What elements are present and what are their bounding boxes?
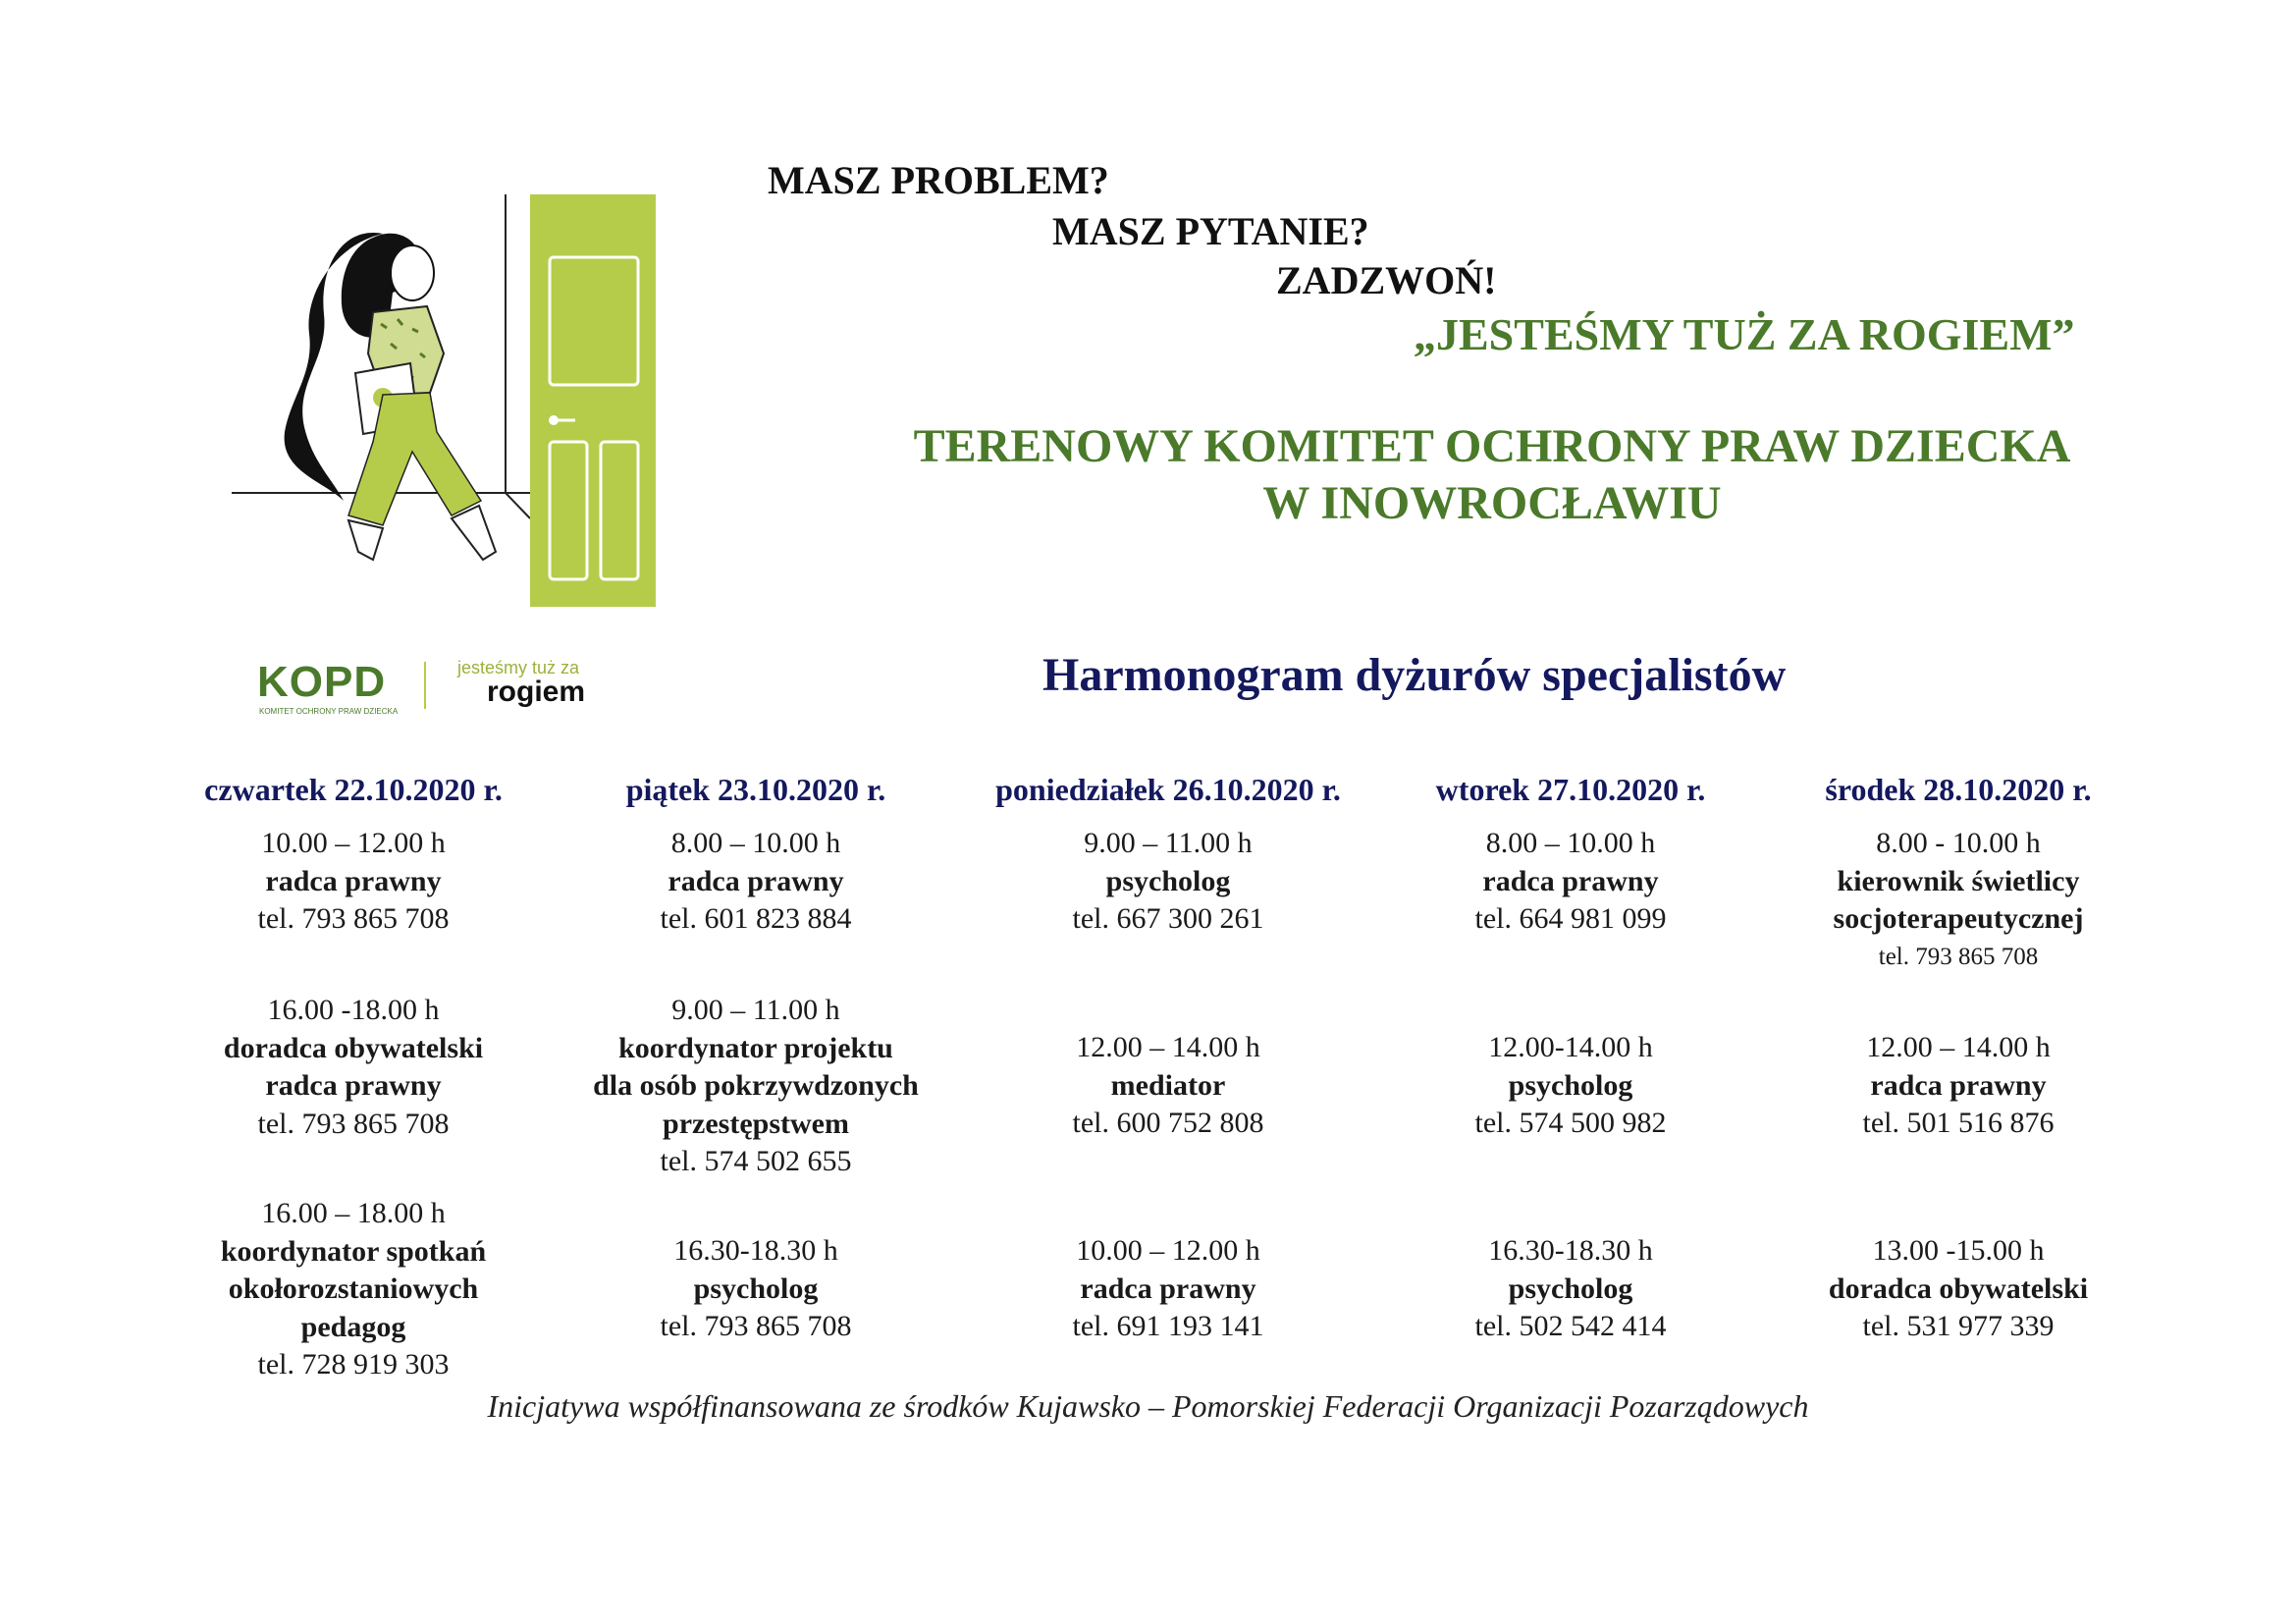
woman-door-illustration	[226, 187, 667, 619]
schedule-slot	[152, 1195, 555, 1384]
slot-role: radca prawny	[265, 864, 442, 897]
schedule-slot	[967, 992, 1369, 1195]
slot-phone: tel. 501 516 876	[1862, 1107, 2055, 1140]
slot-time: 12.00-14.00 h	[1488, 1031, 1653, 1063]
headline-line-1: MASZ PROBLEM?	[768, 158, 1109, 202]
slot-time: 16.00 – 18.00 h	[261, 1197, 446, 1229]
schedule-slot	[560, 1195, 952, 1346]
schedule-slot	[967, 825, 1369, 992]
slot-role: psycholog	[1508, 1068, 1633, 1102]
schedule-slot	[152, 825, 555, 992]
slot-role: radca prawny	[667, 864, 844, 897]
slot-role: koordynator projektu	[618, 1031, 893, 1064]
schedule-slot	[560, 825, 952, 992]
day-header: wtorek 27.10.2020 r.	[1435, 772, 1706, 807]
slot-time: 9.00 – 11.00 h	[1084, 827, 1253, 859]
day-header: piątek 23.10.2020 r.	[625, 772, 886, 807]
slot-role: socjoterapeutycznej	[1833, 902, 2084, 936]
slot-time: 12.00 – 14.00 h	[1866, 1031, 2051, 1063]
headline-line-2: MASZ PYTANIE?	[1052, 209, 1369, 253]
slot-phone: tel. 667 300 261	[1072, 902, 1264, 936]
funding-footer: Inicjatywa współfinansowana ze środków Kujawsko – Pomorskiej Federacji Organizacji Pozarządowych	[487, 1388, 1809, 1424]
tagline-bottom: rogiem	[487, 676, 586, 708]
slogan: „JESTEŚMY TUŻ ZA ROGIEM”	[1414, 309, 2075, 359]
slot-role: psycholog	[693, 1272, 819, 1305]
slot-phone: tel. 793 865 708	[660, 1310, 852, 1343]
slot-phone: tel. 574 500 982	[1474, 1107, 1667, 1140]
slot-phone: tel. 664 981 099	[1474, 902, 1667, 936]
schedule-slot	[1767, 992, 2150, 1195]
day-column-monday	[967, 766, 1369, 1346]
schedule-slot	[1384, 992, 1757, 1195]
slot-phone: tel. 601 823 884	[660, 902, 852, 936]
slot-time: 16.30-18.30 h	[673, 1234, 838, 1267]
day-header: poniedziałek 26.10.2020 r.	[995, 772, 1341, 807]
slot-phone: tel. 793 865 708	[257, 1107, 450, 1140]
slot-role: okołorozstaniowych	[228, 1272, 479, 1306]
slot-role: radca prawny	[265, 1069, 442, 1103]
slot-role: dla osób pokrzywdzonych	[593, 1069, 919, 1103]
slot-role: radca prawny	[1870, 1068, 2047, 1102]
slot-phone: tel. 691 193 141	[1072, 1310, 1264, 1343]
day-column-thursday	[152, 766, 555, 1384]
tagline-top: jesteśmy tuż za	[457, 658, 580, 677]
slot-role: psycholog	[1508, 1272, 1633, 1305]
schedule-slot	[560, 992, 952, 1195]
schedule-slot	[152, 992, 555, 1195]
schedule-slot	[1767, 1195, 2150, 1346]
day-header: środek 28.10.2020 r.	[1825, 772, 2092, 807]
logos	[257, 658, 620, 723]
slot-phone: tel. 728 919 303	[257, 1348, 450, 1381]
day-column-wednesday	[1767, 766, 2150, 1346]
schedule-slot	[1384, 825, 1757, 992]
schedule-slot	[967, 1195, 1369, 1346]
slot-time: 10.00 – 12.00 h	[261, 827, 446, 859]
logo-divider	[424, 662, 426, 709]
day-header: czwartek 22.10.2020 r.	[204, 772, 503, 807]
slot-time: 8.00 - 10.00 h	[1876, 827, 2041, 859]
organization-line-2: W INOWROCŁAWIU	[1262, 477, 1722, 529]
slot-time: 10.00 – 12.00 h	[1076, 1234, 1260, 1267]
slot-time: 16.00 -18.00 h	[267, 994, 440, 1026]
slot-time: 8.00 – 10.00 h	[1485, 827, 1656, 859]
slot-role: mediator	[1110, 1068, 1226, 1102]
schedule-slot	[1384, 1195, 1757, 1346]
day-column-friday	[560, 766, 952, 1346]
slot-time: 12.00 – 14.00 h	[1076, 1031, 1260, 1063]
slot-role: doradca obywatelski	[223, 1031, 484, 1064]
slot-role: koordynator spotkań	[220, 1234, 487, 1268]
schedule-title: Harmonogram dyżurów specjalistów	[1042, 649, 1787, 701]
headline-line-3: ZADZWOŃ!	[1276, 258, 1497, 302]
slot-phone: tel. 793 865 708	[1878, 943, 2039, 970]
slot-role: radca prawny	[1080, 1272, 1256, 1305]
slot-role: radca prawny	[1482, 864, 1659, 897]
slot-time: 8.00 – 10.00 h	[670, 827, 841, 859]
organization-line-1: TERENOWY KOMITET OCHRONY PRAW DZIECKA	[913, 420, 2071, 472]
slot-phone: tel. 502 542 414	[1474, 1310, 1667, 1343]
slot-role: kierownik świetlicy	[1837, 864, 2080, 897]
slot-role: przestępstwem	[663, 1107, 849, 1140]
kopd-subtitle: KOMITET OCHRONY PRAW DZIECKA	[259, 707, 399, 716]
slot-role: doradca obywatelski	[1828, 1272, 2089, 1305]
slot-role: psycholog	[1105, 864, 1231, 897]
slot-phone: tel. 600 752 808	[1072, 1107, 1264, 1140]
slot-role: pedagog	[300, 1310, 406, 1343]
slot-phone: tel. 793 865 708	[257, 902, 450, 936]
schedule-slot	[1767, 825, 2150, 992]
kopd-logo: KOPD	[257, 658, 387, 706]
slot-time: 13.00 -15.00 h	[1872, 1234, 2045, 1267]
slot-phone: tel. 574 502 655	[660, 1145, 852, 1178]
slot-time: 9.00 – 11.00 h	[671, 994, 840, 1026]
organization-name	[854, 418, 2130, 532]
slot-phone: tel. 531 977 339	[1862, 1310, 2055, 1343]
slot-time: 16.30-18.30 h	[1488, 1234, 1653, 1267]
day-column-tuesday	[1384, 766, 1757, 1346]
